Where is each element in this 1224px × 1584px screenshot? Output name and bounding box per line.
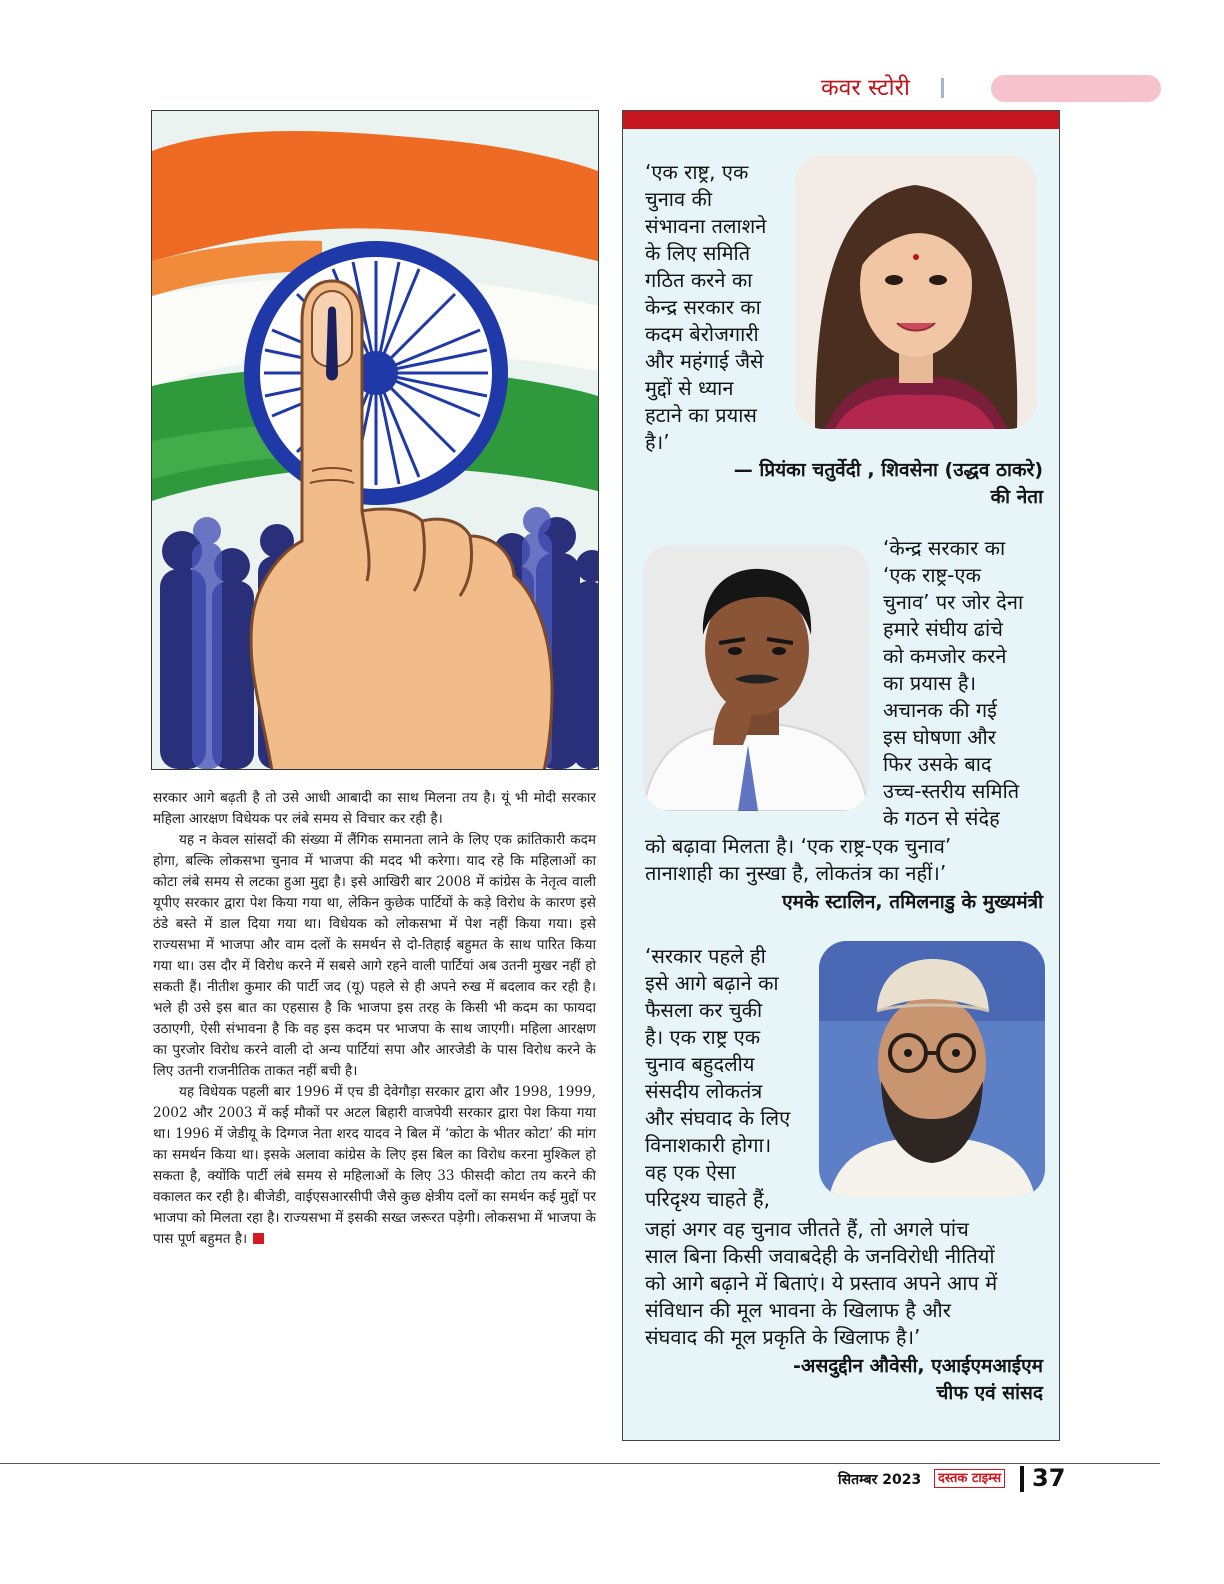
quote-line: और संघवाद के लिए — [645, 1106, 791, 1130]
quote-line: को आगे बढ़ाने में बिताएं। ये प्रस्ताव अपने आप में — [645, 1271, 998, 1295]
quotes-box — [622, 110, 1060, 1441]
quote-line: हमारे संघीय ढांचे — [883, 617, 1003, 641]
quote-line: को कमजोर करने — [883, 644, 1007, 668]
quote-line: है। एक राष्ट्र एक — [645, 1025, 761, 1049]
article-paragraph: यह न केवल सांसदों की संख्या में लैंगिक समानता लाने के लिए एक क्रांतिकारी कदम होगा, बल्कि लोकसभा चुनाव में भाजपा की मदद भी करेगा। याद रहे कि महिलाओं का कोटा लंबे समय से लटका हुआ मुद्दा है। इसे आखिरी बार 2008 में कांग्रेस के नेतृत्व वाली यूपीए सरकार द्वारा पेश किया गया था, लेकिन कुछेक पार्टियों के कड़े विरोध के कारण इसे ठंडे बस्ते में डाल दिया गया था। विधेयक को लोकसभा में पेश नहीं किया गया। इसे राज्यसभा में भाजपा और वाम दलों के समर्थन से दो-तिहाई बहुमत के साथ पारित किया गया था। उस दौर में विरोध करने में सबसे आगे रहने वाली पार्टियां अब उतनी मुखर नहीं हो सकती हैं। नीतीश कुमार की पार्टी जद (यू) पहले से ही अपने रुख में बदलाव कर रही है। भले ही उसे इस बात का एहसास है कि भाजपा इस तरह के किसी भी कदम का फायदा उठाएगी, ऐसी संभावना है कि वह इस कदम पर भाजपा के साथ जाएगी। महिला आरक्षण का पुरजोर विरोध करने वाली दो अन्य पार्टियां सपा और आरजेडी के पास विरोध करने के लिए उतनी राजनीतिक ताकत नहीं बची है। — [153, 832, 596, 1079]
quote-attribution: -असदुद्दीन औवेसी, एआईएमआईएम — [793, 1355, 1043, 1377]
quote-line: इसे आगे बढ़ाने का — [645, 971, 779, 995]
quote-line: तानाशाही का नुस्खा है, लोकतंत्र का नहीं।’ — [645, 861, 947, 885]
quote-attribution: चीफ एवं सांसद — [936, 1382, 1043, 1404]
quote-line: हटाने का प्रयास — [645, 403, 757, 427]
quote-line: उच्च-स्तरीय समिति — [883, 779, 1020, 803]
quote-line: साल बिना किसी जवाबदेही के जनविरोधी नीतियों — [645, 1244, 995, 1268]
quote-line: ‘सरकार पहले ही — [645, 944, 766, 968]
footer-separator — [1020, 1466, 1024, 1492]
quote-line: है।’ — [645, 430, 670, 454]
quote-line: का प्रयास है। — [883, 671, 977, 695]
quote-line: संघवाद की मूल प्रकृति के खिलाफ है।’ — [645, 1325, 921, 1349]
quote-line: अचानक की गई — [883, 698, 997, 722]
quotes-box-top-bar — [623, 111, 1059, 129]
quote-line: परिदृश्य चाहते हैं, — [645, 1187, 771, 1211]
footer-date: सितम्बर 2023 — [838, 1472, 922, 1488]
quote-line: को बढ़ावा मिलता है। ‘एक राष्ट्र-एक चुनाव’ — [645, 834, 952, 858]
header-divider — [941, 78, 944, 98]
quote-line: चुनाव बहुदलीय — [645, 1052, 755, 1076]
priyanka-chaturvedi-photo — [795, 155, 1037, 429]
page-number: 37 — [1032, 1464, 1066, 1492]
article-paragraph: सरकार आगे बढ़ती है तो उसे आधी आबादी का साथ मिलना तय है। यूं भी मोदी सरकार महिला आरक्षण विधेयक पर लंबे समय से विचार कर रही है। — [153, 790, 596, 827]
quote-line: के लिए समिति — [645, 241, 751, 265]
section-label: कवर स्टोरी — [820, 75, 910, 101]
article-paragraph — [153, 1082, 596, 1250]
header-pill — [991, 75, 1161, 102]
quote-line: कदम बेरोजगारी — [645, 322, 759, 346]
quote-line: मुद्दों से ध्यान — [645, 376, 734, 400]
end-of-article-mark — [253, 1233, 264, 1244]
quote-line: ‘एक राष्ट्र-एक — [883, 563, 981, 587]
footer-rule — [0, 1463, 1160, 1464]
quote-line: इस घोषणा और — [883, 725, 996, 749]
quote-line: संभावना तलाशने — [645, 214, 767, 238]
quote-attribution: की नेता — [990, 486, 1043, 508]
voting-finger-illustration — [151, 110, 599, 770]
article-paragraph-text: यह विधेयक पहली बार 1996 में एच डी देवेगौड़ा सरकार द्वारा और 1998, 1999, 2002 और 2003 में कई मौकों पर अटल बिहारी वाजपेयी सरकार द्वारा पेश किया गया था। 1996 में जेडीयू के दिग्गज नेता शरद यादव ने बिल में ‘कोटा के भीतर कोटा’ की मांग का समर्थन किया था। इसके अलावा कांग्रेस के लिए इस बिल का विरोध करना मुश्किल हो सकता है, क्योंकि पार्टी लंबे समय से महिलाओं के लिए 33 फीसदी कोटा तय करने की वकालत कर रही है। बीजेडी, वाईएसआरसीपी जैसे कुछ क्षेत्रीय दलों का समर्थन कई मुद्दों पर भाजपा को मिलता रहा है। राज्यसभा में इसकी सख्त जरूरत पड़ेगी। लोकसभा में भाजपा के पास पूर्ण बहुमत है। — [153, 1084, 596, 1247]
quote-line: ‘एक राष्ट्र, एक — [645, 160, 749, 184]
quote-attribution: — प्रियंका चतुर्वेदी , शिवसेना (उद्धव ठाकरे) — [733, 459, 1043, 481]
magazine-logo: दस्तक टाइम्स — [934, 1469, 1005, 1488]
quote-line: के गठन से संदेह — [883, 806, 1000, 830]
article-body — [153, 788, 596, 1250]
quote-line: जहां अगर वह चुनाव जीतते हैं, तो अगले पांच — [645, 1217, 969, 1241]
asaduddin-owaisi-photo — [819, 941, 1045, 1197]
quote-line: ‘केन्द्र सरकार का — [883, 536, 1006, 560]
quote-line: फिर उसके बाद — [883, 752, 992, 776]
quote-line: गठित करने का — [645, 268, 753, 292]
quote-line: फैसला कर चुकी — [645, 998, 763, 1022]
mk-stalin-photo — [643, 545, 869, 811]
quote-line: विनाशकारी होगा। — [645, 1133, 772, 1157]
quote-line: चुनाव की — [645, 187, 712, 211]
quote-line: केन्द्र सरकार का — [645, 295, 761, 319]
quote-line: वह एक ऐसा — [645, 1160, 736, 1184]
quote-line: संविधान की मूल भावना के खिलाफ है और — [645, 1298, 951, 1322]
quote-line: चुनाव’ पर जोर देना — [883, 590, 1024, 614]
quote-attribution: एमके स्टालिन, तमिलनाडु के मुख्यमंत्री — [782, 891, 1043, 913]
quote-line: और महंगाई जैसे — [645, 349, 764, 373]
quote-line: संसदीय लोकतंत्र — [645, 1079, 763, 1103]
